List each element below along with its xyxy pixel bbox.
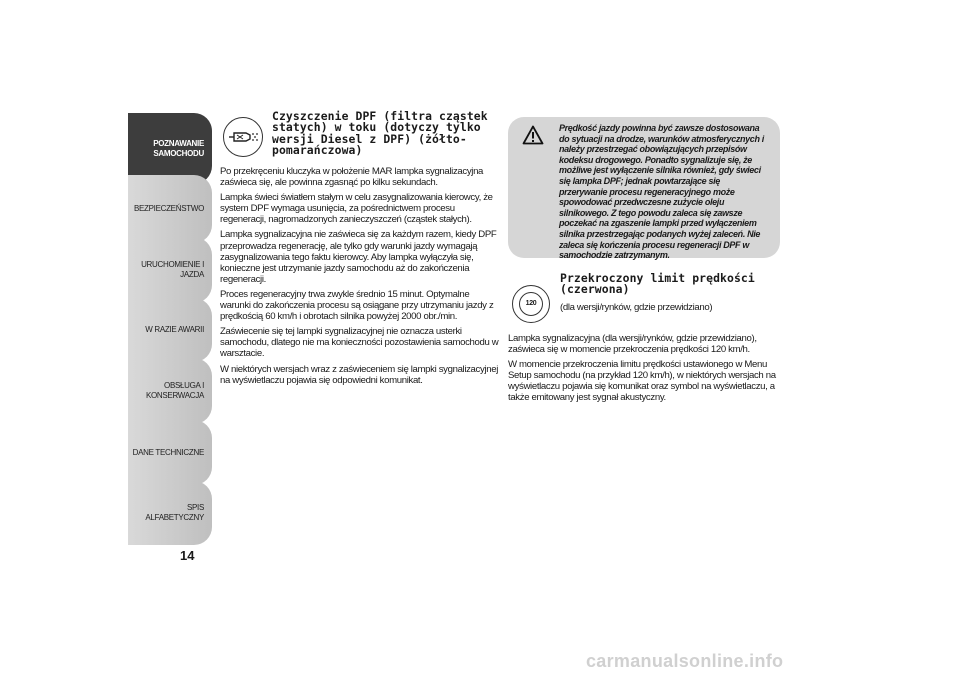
watermark: carmanualsonline.info <box>586 651 784 671</box>
speed-section-title: Przekroczony limit prędkości (czerwona) <box>560 271 755 297</box>
tab-obsluga-i-konserwacja[interactable] <box>128 358 212 424</box>
speed-section-subtitle: (dla wersji/rynków, gdzie przewidziano) <box>560 302 713 313</box>
dpf-section-title: Czyszczenie DPF (filtra cząstek statych) w toku (dotyczy tylko wersji Diesel z DPF) (żółto-pomarańczowa) <box>272 109 488 158</box>
dpf-section-header <box>220 111 500 163</box>
paragraph: W niektórych wersjach wraz z zaświeceniem się lampki sygnalizacyjnej na wyświetlaczu pojawia się odpowiedni komunikat. <box>220 363 498 386</box>
tab-uruchomienie-i-jazda[interactable] <box>128 237 212 303</box>
speed-limit-value: 120 <box>519 292 543 316</box>
paragraph: W momencie przekroczenia limitu prędkości ustawionego w Menu Setup samochodu (na przykład 120 km/h), w niektórych wersjach na wyświetlaczu pojawia się komunikat oraz symbol na wyświetlaczu, a także emitowany jest sygnał akustyczny. <box>508 359 776 404</box>
warning-triangle-icon <box>522 125 544 145</box>
tab-label: DANE TECHNICZNE <box>132 447 204 457</box>
warning-text: Prędkość jazdy powinna być zawsze dostosowana do sytuacji na drodze, warunków atmosferycznych i należy przestrzegać obowiązujących przepisów kodeksu drogowego. Ponadto sygnalizuje się, że możliwe jest wyłączenie silnika również, gdy świeci się lampka DPF; jednak powtarzające się przerywanie procesu regeneracyjnego może spowodować przedwczesne zużycie oleju silnikowego. Z tego powodu zaleca się zawsze poczekać na zgaszenie lampki przed wyłączeniem silnika przestrzegając podanych wyżej zaleceń. Nie zaleca się kończenia procesu regeneracji DPF w samochodzie zatrzymanym. <box>559 123 764 261</box>
speed-limit-icon <box>512 285 550 323</box>
tab-label: SPIS ALFABETYCZNY <box>145 503 204 522</box>
tab-label: URUCHOMIENIE I JAZDA <box>141 260 204 279</box>
warning-box <box>508 117 780 261</box>
tab-label: OBSŁUGA I KONSERWACJA <box>145 381 204 400</box>
paragraph: Lampka sygnalizacyjna nie zaświeca się za każdym razem, kiedy DPF przeprowadza regenerację, ale tylko gdy warunki jazdy wymagają zasygnalizowania tego faktu kierowcy. Aby lampka wyłączyła się, konieczne jest utrzymanie jazdy samochodu aż do zakończenia regeneracji. <box>220 229 497 285</box>
tab-poznawanie-samochodu[interactable] <box>128 113 212 184</box>
right-column <box>508 117 780 408</box>
paragraph: Lampka sygnalizacyjna (dla wersji/rynków, gdzie przewidziano), zaświeca się w momencie przekroczenia prędkości 120 km/h. <box>508 333 757 356</box>
tab-label: BEZPIECZEŃSTWO <box>133 204 204 213</box>
tab-spis-alfabetyczny[interactable] <box>128 481 212 545</box>
tab-bezpieczenstwo[interactable] <box>128 175 212 243</box>
dpf-section <box>220 111 500 390</box>
paragraph: Po przekręceniu kluczyka w położenie MAR lampka sygnalizacyjna zaświeca się, ale powinna zgasnąć po kilku sekundach. <box>220 166 484 189</box>
paragraph: Zaświecenie się tej lampki sygnalizacyjnej nie oznacza usterki samochodu, dlatego nie ma konieczności pozostawienia samochodu w warsztacie. <box>220 326 499 360</box>
tab-w-razie-awarii[interactable] <box>128 298 212 362</box>
tab-label: W RAZIE AWARII <box>145 325 204 334</box>
speed-section-header <box>508 273 780 333</box>
tab-dane-techniczne[interactable] <box>128 420 212 485</box>
paragraph: Lampka świeci światłem stałym w celu zasygnalizowania kierowcy, że system DPF wymaga usunięcia, za pośrednictwem procesu regeneracji, nagromadzonych zanieczyszczeń (cząstek stałych). <box>220 192 493 226</box>
page-number: 14 <box>180 548 195 563</box>
paragraph: Proces regeneracyjny trwa zwykle średnio 15 minut. Optymalne warunki do zakończenia procesu są osiągane przy utrzymaniu jazdy z prędkością 60 km/h i obrotach silnika powyżej 2000 obr./min. <box>220 288 494 323</box>
dpf-filter-icon <box>223 117 263 157</box>
tab-label: POZNAWANIE SAMOCHODU <box>153 138 204 158</box>
